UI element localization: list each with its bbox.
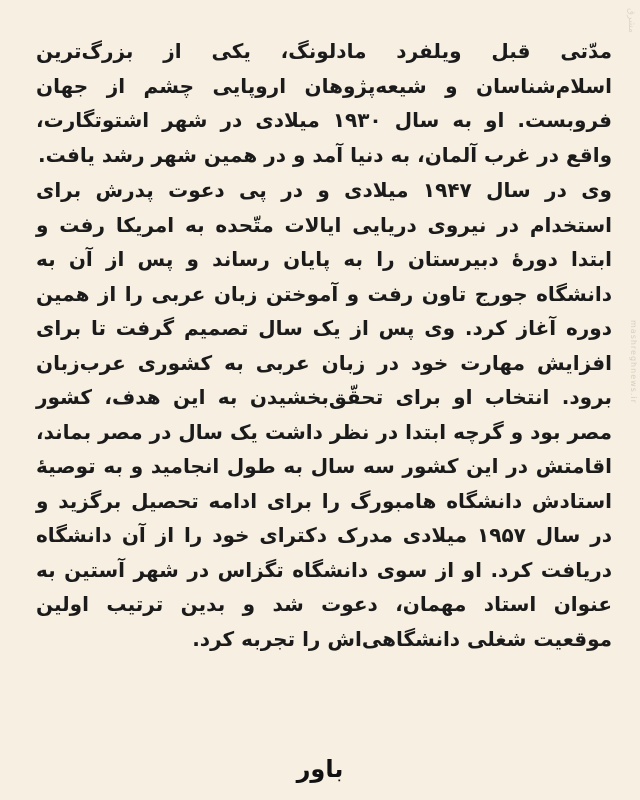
bavar-logo: باور <box>296 755 344 783</box>
article-body <box>36 34 612 656</box>
watermark-brand: مشرق <box>626 8 636 33</box>
paragraph-biography: وی در سال ۱۹۴۷ میلادی و در پی دعوت پدرش برای استخدام در نیروی دریایی ایالات متّحده به امریکا رفت و ابتدا دورهٔ دبیرستان را به پایان رساند و پس از آن به دانشگاه جورج تاون رفت و آموختن زبان عربی را از همین دوره آغاز کرد. وی پس از یک سال تصمیم گرفت تا برای افزایش مهارت خود در زبان عربی به کشوری عرب‌زبان برود. انتخاب او برای تحقّق‌بخشیدن به این هدف، کشور مصر بود و گرچه ابتدا در نظر داشت یک سال در مصر بماند، اقامتش در این کشور سه سال به طول انجامید و به توصیهٔ استادش دانشگاه هامبورگ را برای ادامه تحصیل برگزید و در سال ۱۹۵۷ میلادی مدرک دکترای خود را از آن دانشگاه دریافت کرد. او از سوی دانشگاه تگزاس در شهر آستین به عنوان استاد مهمان، دعوت شد و بدین ترتیب اولین موقعیت شغلی دانشگاهی‌اش را تجربه کرد. <box>36 178 613 651</box>
watermark-url: mashreghnews.ir <box>629 320 638 404</box>
paragraph-intro: مدّتی قبل ویلفرد مادلونگ، یکی از بزرگ‌ترین اسلام‌شناسان و شیعه‌پژوهان اروپایی چشم از جهان فروبست. او به سال ۱۹۳۰ میلادی در شهر اشتوتگارت، واقع در غرب آلمان، به دنیا آمد و در همین شهر رشد یافت. <box>36 39 612 167</box>
